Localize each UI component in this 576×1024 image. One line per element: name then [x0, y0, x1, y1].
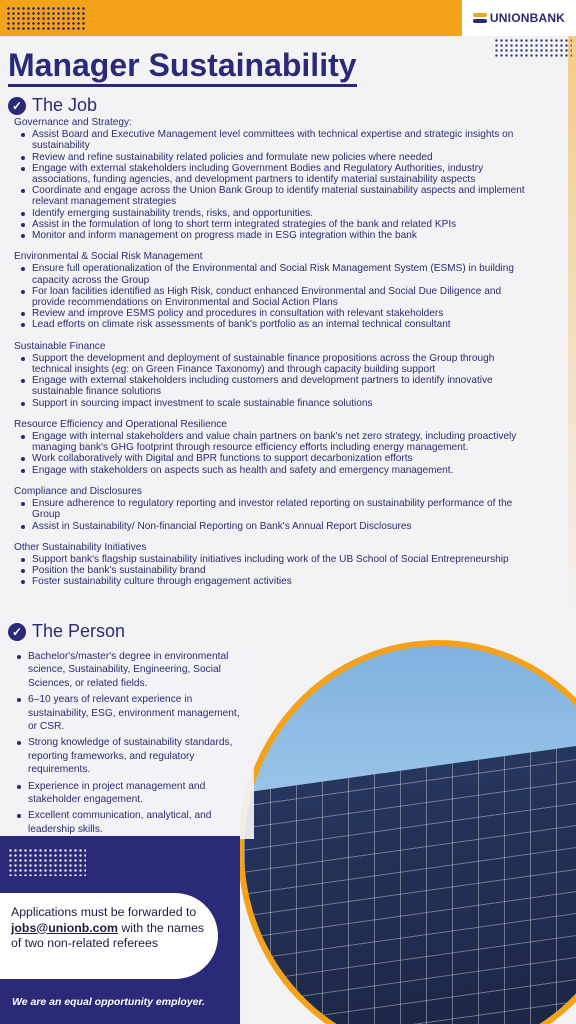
job-item: Position the bank's sustainability brand [32, 565, 534, 576]
job-item: For loan facilities identified as High Risk, conduct enhanced Environmental and Social Due Diligence and provide recommendations on Environmental and Social Action Plans [32, 286, 534, 308]
job-group [14, 486, 534, 532]
job-item: Lead efforts on climate risk assessments of bank's portfolio as an internal technical consultant [32, 319, 534, 330]
apply-suffix: with the names of two non-related referees [11, 920, 205, 950]
logo-mark-icon [473, 13, 487, 23]
job-item: Ensure adherence to regulatory reporting and investor related reporting on sustainability performance of the Group [32, 498, 534, 520]
engineers-solar-panel-photo [238, 640, 576, 1024]
job-item: Support bank's flagship sustainability initiatives including work of the UB School of Social Entrepreneurship [32, 554, 534, 565]
person-requirement-item: Excellent communication, analytical, and leadership skills. [28, 809, 250, 836]
person-requirement-item: Experience in project management and stakeholder engagement. [28, 780, 250, 807]
job-item: Ensure full operationalization of the Environmental and Social Risk Management System (ESMS) in building capacity across the Group [32, 263, 534, 285]
dot-pattern-decoration [8, 848, 86, 876]
job-section-heading [8, 95, 97, 116]
job-item: Assist in Sustainability/ Non-financial Reporting on Bank's Annual Report Disclosures [32, 521, 534, 532]
job-group-title: Environmental & Social Risk Management [14, 251, 203, 263]
job-item: Engage with stakeholders on aspects such as health and safety and emergency management. [32, 465, 534, 476]
dot-pattern-decoration [6, 6, 86, 30]
job-group [14, 419, 534, 476]
job-group [14, 251, 534, 330]
dot-pattern-decoration [494, 38, 572, 58]
job-item: Identify emerging sustainability trends, risks, and opportunities. [32, 208, 534, 219]
job-group-title: Resource Efficiency and Operational Resilience [14, 418, 228, 430]
job-item: Assist in the formulation of long to short term integrated strategies of the bank and related KPIs [32, 219, 534, 230]
email-link[interactable]: jobs@unionb.com [11, 920, 118, 935]
job-responsibilities [14, 117, 534, 598]
check-icon: ✓ [8, 623, 26, 641]
person-requirement-item: 6–10 years of relevant experience in sustainability, ESG, environment management, or CSR. [28, 693, 250, 733]
job-item: Support the development and deployment of sustainable finance propositions across the Group through technical insights (eg: on Green Finance Taxonomy) and through capacity building support [32, 353, 534, 375]
job-item: Assist Board and Executive Management level committees with technical expertise and strategic insights on sustainability [32, 129, 534, 151]
person-section-heading [8, 621, 125, 642]
job-heading-text: The Job [32, 95, 98, 115]
job-item: Engage with external stakeholders including Government Bodies and Regulatory Authorities, industry associations, funding agencies, and development partners to identify material sustainability aspects [32, 163, 534, 185]
person-heading-text: The Person [32, 621, 126, 641]
job-item: Work collaboratively with Digital and BPR functions to support decarbonization efforts [32, 453, 534, 464]
person-requirement-item: Strong knowledge of sustainability standards, reporting frameworks, and regulatory requirements. [28, 736, 250, 776]
application-instructions [0, 893, 218, 979]
job-group [14, 117, 534, 241]
job-group [14, 542, 534, 588]
job-group-title: Governance and Strategy: [14, 117, 132, 128]
job-item: Engage with internal stakeholders and value chain partners on bank's net zero strategy, including proactively managing bank's GHG footprint through resource efficiency efforts including energy management. [32, 431, 534, 453]
logo-text: UNIONBANK [489, 11, 566, 25]
job-group-title: Compliance and Disclosures [14, 485, 142, 497]
job-item: Engage with external stakeholders including customers and development partners to identify innovative sustainable finance solutions [32, 375, 534, 397]
job-group-title: Other Sustainability Initiatives [14, 541, 147, 553]
equal-opportunity-note: We are an equal opportunity employer. [12, 996, 205, 1008]
union-bank-logo [462, 0, 576, 36]
edge-accent [568, 36, 576, 636]
job-item: Review and refine sustainability related policies and formulate new policies where needed [32, 152, 534, 163]
check-icon: ✓ [8, 97, 26, 115]
page-title: Manager Sustainability [8, 46, 357, 87]
job-item: Foster sustainability culture through engagement activities [32, 576, 534, 587]
person-requirements [14, 650, 254, 839]
person-requirement-item: Bachelor's/master's degree in environmental science, Sustainability, Engineering, Social Sciences, or related fields. [28, 650, 250, 690]
job-group [14, 341, 534, 409]
apply-prefix: Applications must be forwarded to [11, 905, 197, 919]
job-item: Support in sourcing impact investment to scale sustainable finance solutions [32, 398, 534, 409]
job-item: Coordinate and engage across the Union Bank Group to identify material sustainability aspects and implement relevant management strategies [32, 185, 534, 207]
job-group-title: Sustainable Finance [14, 340, 106, 352]
job-item: Review and improve ESMS policy and procedures in consultation with relevant stakeholders [32, 308, 534, 319]
job-item: Monitor and inform management on progress made in ESG integration within the bank [32, 230, 534, 241]
